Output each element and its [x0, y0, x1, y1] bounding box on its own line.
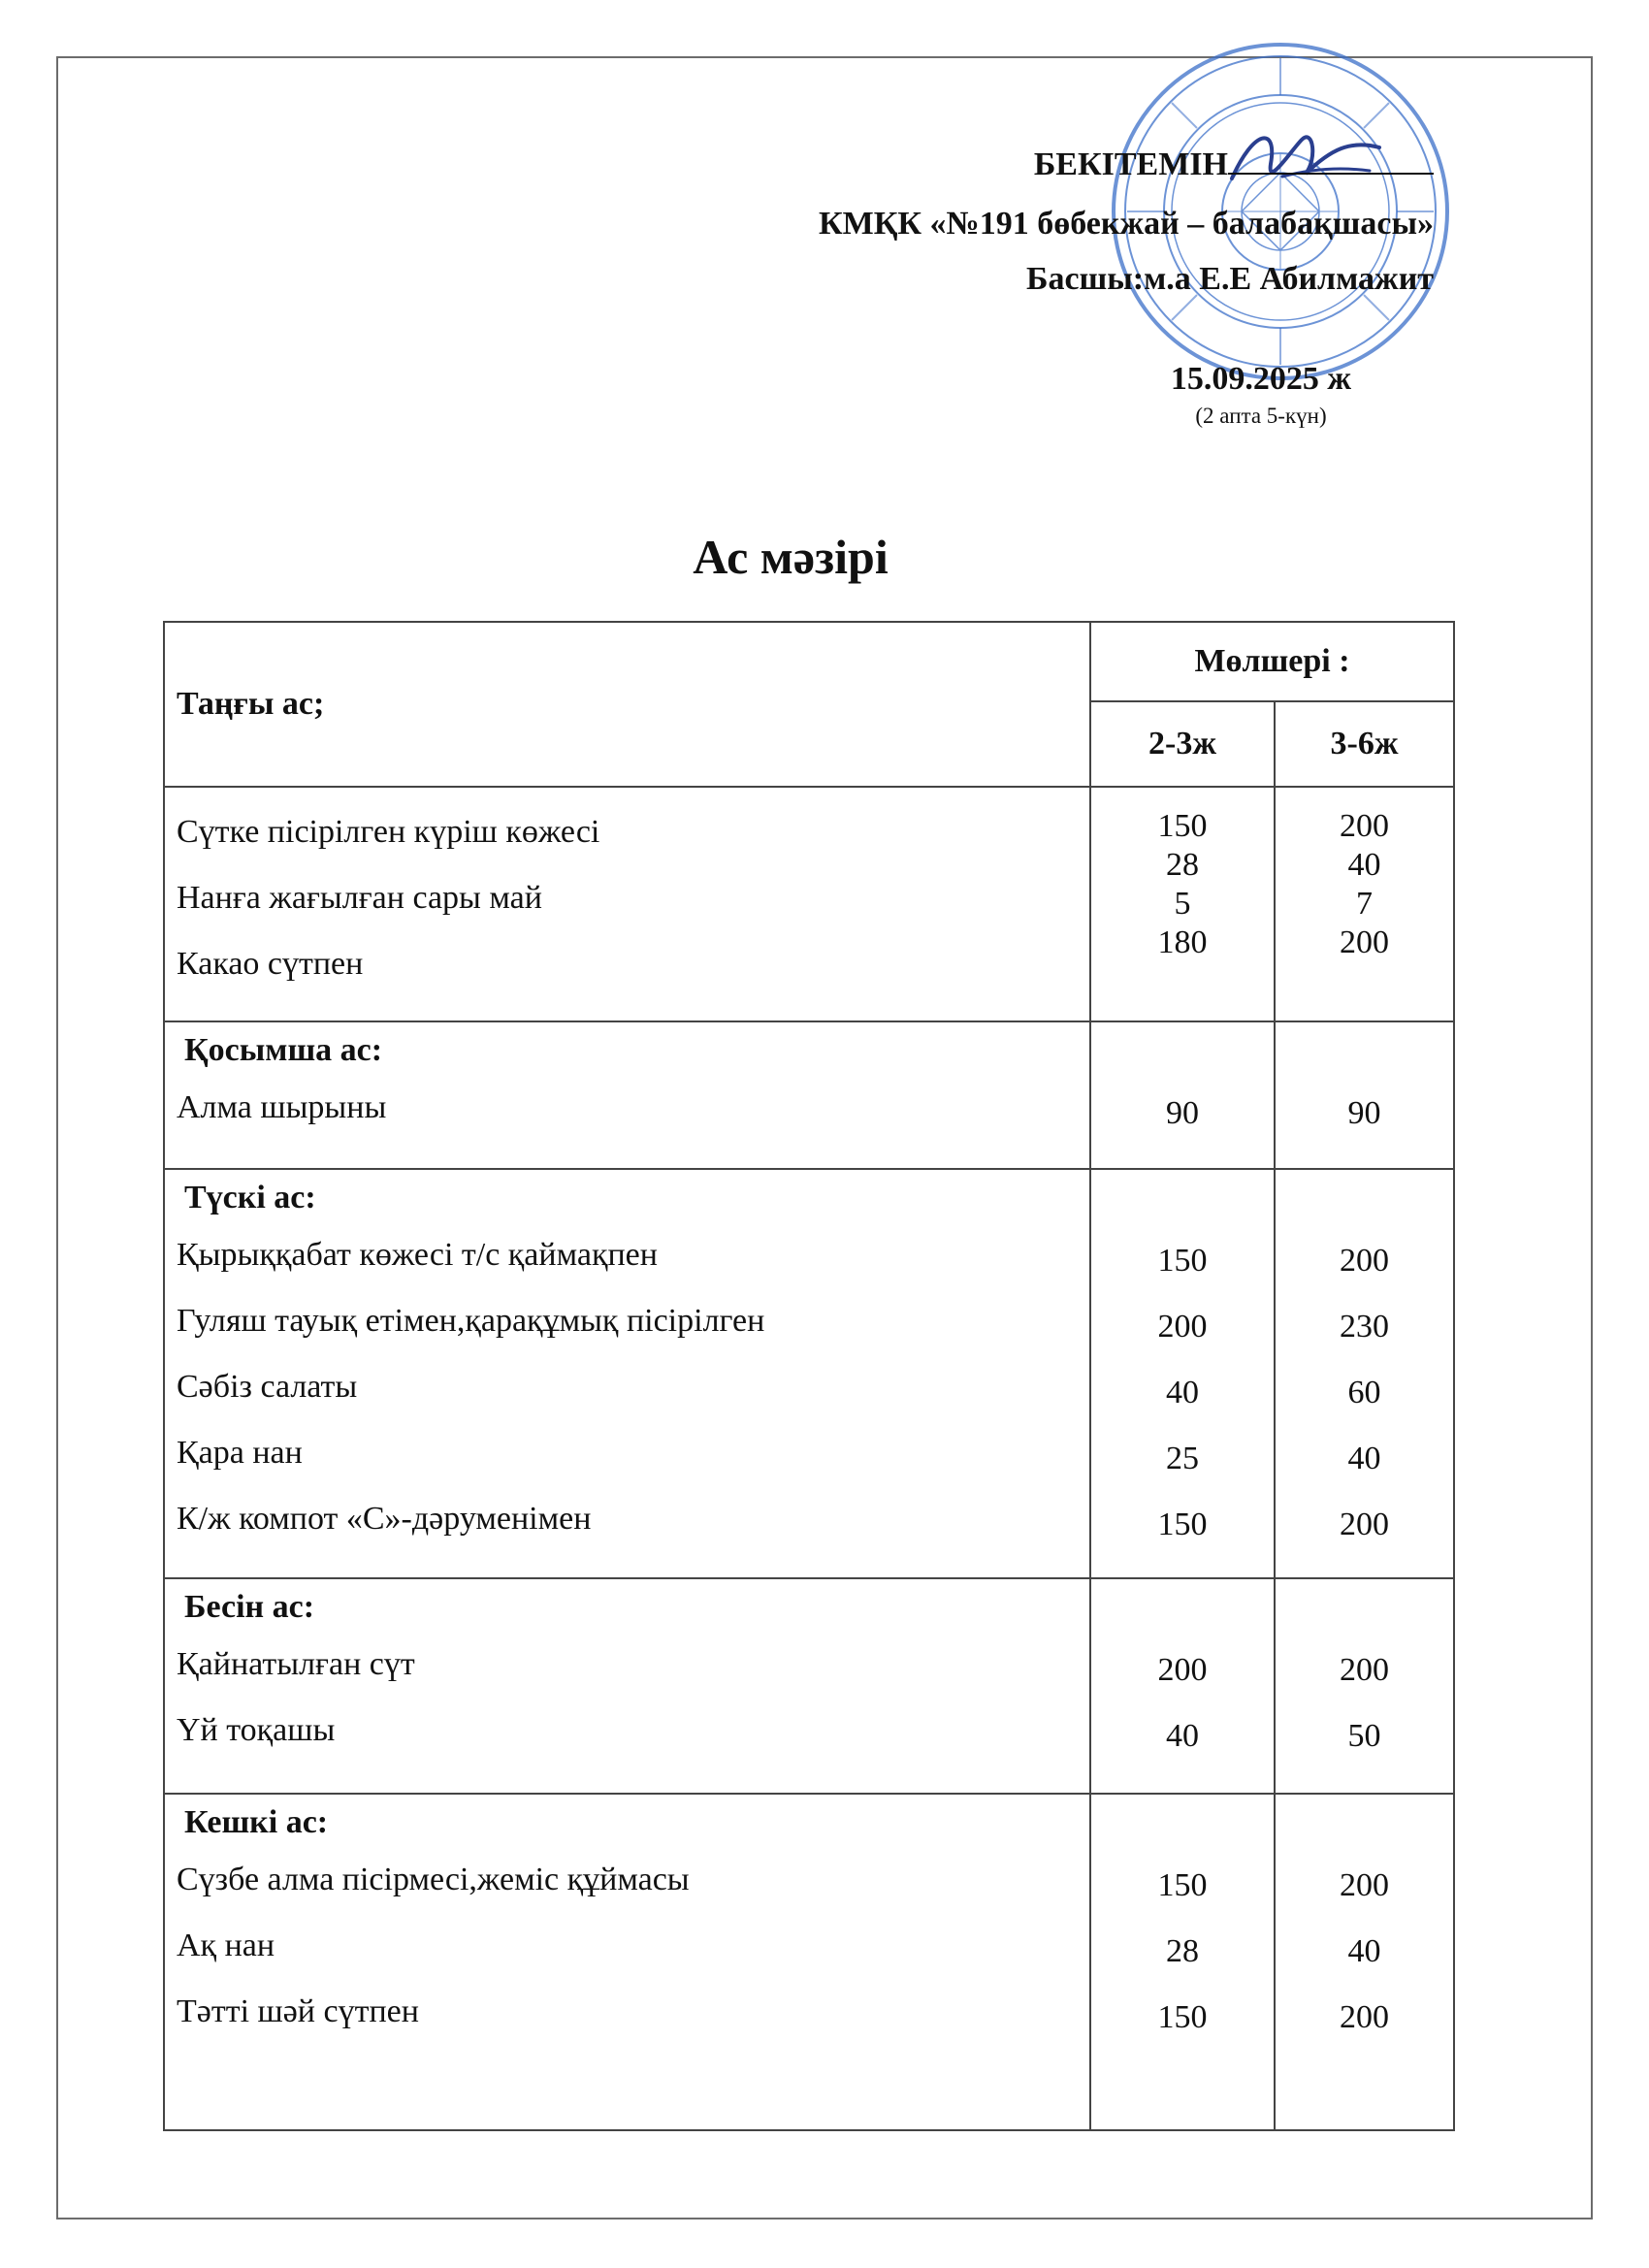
lunch-value-3-6: 40 — [1347, 1441, 1381, 1476]
dinner-section — [164, 1794, 1454, 2130]
lunch-value-2-3: 150 — [1157, 1507, 1208, 1542]
age-group-2-3: 2-3ж — [1090, 701, 1275, 787]
breakfast-value-3-6: 200 — [1340, 808, 1389, 844]
lunch-value-2-3: 150 — [1157, 1243, 1208, 1279]
menu-table — [163, 621, 1455, 2131]
approve-label: БЕКІТЕМІН — [1033, 146, 1228, 182]
lunch-value-3-6: 200 — [1340, 1507, 1389, 1542]
afternoon-section — [164, 1578, 1454, 1794]
approval-block — [561, 144, 1434, 300]
amount-header: Мөлшері : — [1090, 622, 1454, 701]
breakfast-value-2-3: 180 — [1157, 924, 1208, 960]
menu-date: 15.09.2025 ж — [1170, 361, 1352, 397]
lunch-value-3-6: 230 — [1340, 1309, 1389, 1345]
approve-line — [561, 144, 1434, 188]
lunch-title: Түскі ас: — [184, 1180, 316, 1215]
breakfast-value-2-3: 5 — [1174, 886, 1191, 922]
lunch-item: Гуляш тауық етімен,қарақұмық пісірілген — [177, 1303, 765, 1339]
breakfast-section — [164, 787, 1454, 1021]
afternoon-value-3-6: 50 — [1347, 1718, 1381, 1754]
dinner-title: Кешкі ас: — [184, 1804, 329, 1840]
page-title: Ас мәзірі — [693, 530, 889, 584]
snack-value-2-3: 90 — [1166, 1095, 1199, 1131]
lunch-section — [164, 1169, 1454, 1578]
afternoon-value-2-3: 40 — [1166, 1718, 1199, 1754]
lunch-item: Қырыққабат көжесі т/с қаймақпен — [177, 1237, 658, 1273]
dinner-item: Ақ нан — [177, 1928, 275, 1963]
breakfast-item: Какао сүтпен — [177, 946, 364, 982]
afternoon-item: Қайнатылған сүт — [177, 1646, 415, 1682]
lunch-value-3-6: 60 — [1347, 1375, 1381, 1410]
dinner-value-2-3: 150 — [1157, 1999, 1208, 2035]
snack-section — [164, 1021, 1454, 1169]
lunch-value-2-3: 25 — [1166, 1441, 1199, 1476]
dinner-value-3-6: 200 — [1340, 1999, 1389, 2035]
breakfast-item: Нанға жағылған сары май — [177, 880, 542, 916]
breakfast-value-3-6: 40 — [1347, 847, 1381, 883]
breakfast-value-2-3: 28 — [1166, 847, 1199, 883]
head-name: Басшы:м.а Е.Е Абилмажит — [1025, 260, 1434, 297]
afternoon-title: Бесін ас: — [184, 1589, 315, 1625]
dinner-value-3-6: 200 — [1340, 1867, 1389, 1903]
lunch-value-2-3: 200 — [1157, 1309, 1208, 1345]
age-group-3-6: 3-6ж — [1275, 701, 1454, 787]
afternoon-item: Үй тоқашы — [177, 1712, 336, 1748]
lunch-item: К/ж компот «С»-дәруменімен — [177, 1501, 592, 1537]
dinner-value-2-3: 150 — [1157, 1867, 1208, 1903]
afternoon-value-3-6: 200 — [1340, 1652, 1389, 1688]
dinner-item: Сүзбе алма пісірмесі,жеміс құймасы — [177, 1862, 690, 1897]
breakfast-value-3-6: 200 — [1340, 924, 1389, 960]
snack-item: Алма шырыны — [177, 1089, 387, 1125]
signature-underline — [1228, 144, 1434, 175]
snack-title: Қосымша ас: — [184, 1032, 383, 1068]
dinner-value-3-6: 40 — [1347, 1933, 1381, 1969]
lunch-item: Сәбіз салаты — [177, 1369, 358, 1405]
breakfast-value-2-3: 150 — [1157, 808, 1208, 844]
lunch-value-2-3: 40 — [1166, 1375, 1199, 1410]
lunch-item: Қара нан — [177, 1435, 303, 1471]
week-day-note: (2 апта 5-күн) — [1195, 404, 1327, 428]
dinner-value-2-3: 28 — [1166, 1933, 1199, 1969]
institution-name: КМҚК «№191 бөбекжай – балабақшасы» — [819, 206, 1434, 242]
breakfast-header: Таңғы ас; — [164, 622, 1090, 787]
afternoon-value-2-3: 200 — [1157, 1652, 1208, 1688]
breakfast-item: Сүтке пісірілген күріш көжесі — [177, 814, 600, 850]
date-block — [1106, 361, 1416, 429]
snack-value-3-6: 90 — [1347, 1095, 1381, 1131]
breakfast-value-3-6: 7 — [1356, 886, 1373, 922]
dinner-item: Тәтті шәй сүтпен — [177, 1993, 419, 2029]
lunch-value-3-6: 200 — [1340, 1243, 1389, 1279]
